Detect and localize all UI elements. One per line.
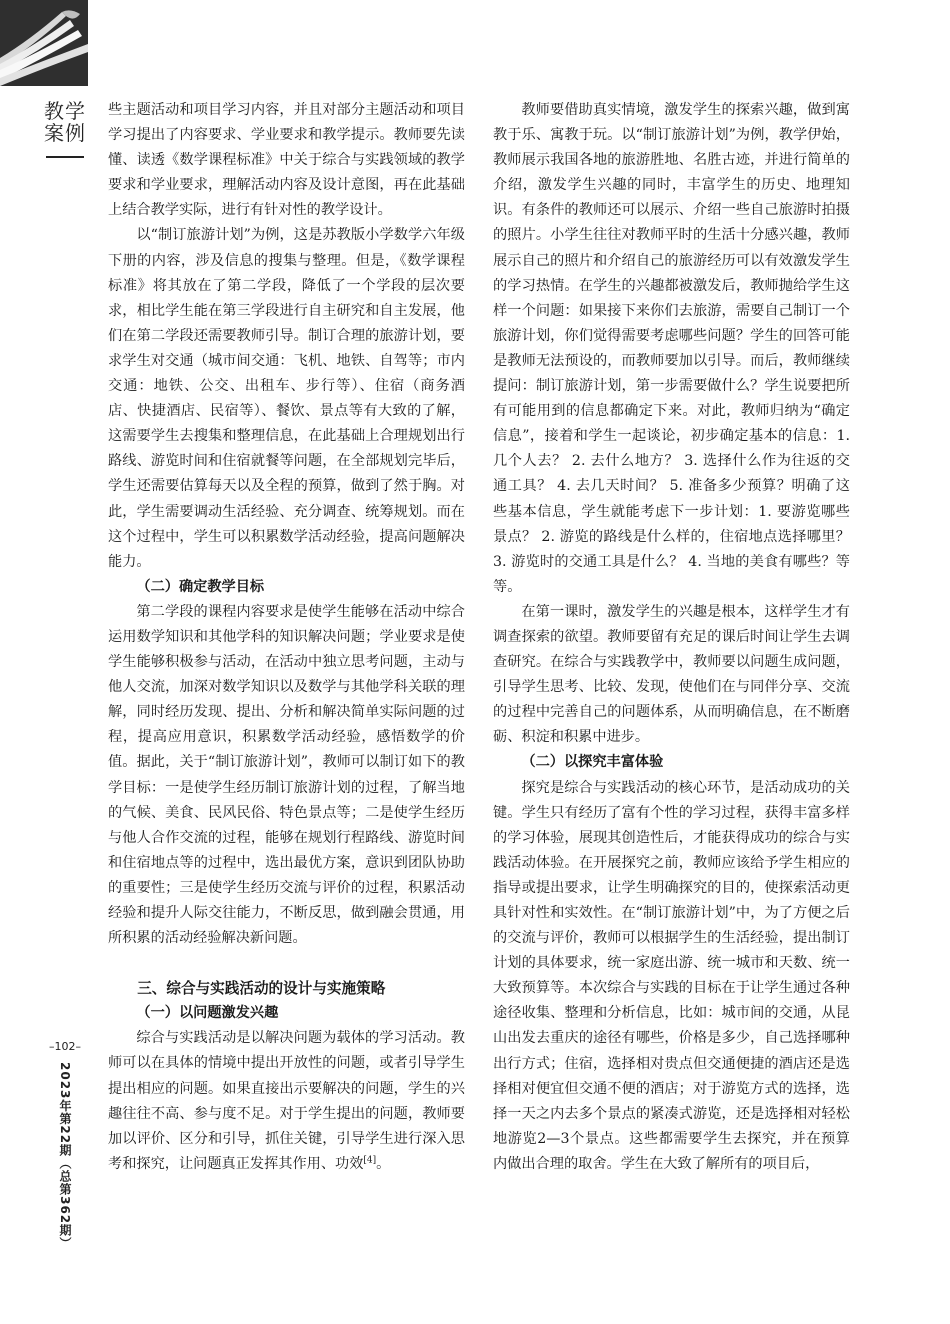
paragraph-end: 。 (376, 1155, 391, 1172)
citation: [4] (363, 1155, 377, 1166)
right-column (493, 98, 850, 1177)
section-label: 教学案例 (44, 99, 86, 145)
paragraph-text: 综合与实践活动是以解决问题为载体的学习活动。教师可以在具体的情境中提出开放性的问题，或者引导学生提出相应的问题。如果直接出示要解决的问题，学生的兴趣往往不高、参与度不足。对于学生提出的问题，教师要加以评价、区分和引导，抓住关键，引导学生进行深入思考和探究，让问题真正发挥其作用、功效 (108, 1030, 465, 1172)
subheading-teaching-goals: （二）确定教学目标 (136, 578, 265, 595)
book-corner-image (0, 0, 88, 86)
paragraph: 第二学段的课程内容要求是使学生能够在活动中综合运用数学知识和其他学科的知识解决问题；学业要求是使学生能够积极参与活动，在活动中独立思考问题，主动与他人交流，加深对数学知识以及数学与其他学科关联的理解，同时经历发现、提出、分析和解决简单实际问题的过程，提高应用意识，积累数学活动经验，感悟数学的价值。据此，关于“制订旅游计划”，教师可以制订如下的教学目标：一是使学生经历制订旅游计划的过程，了解当地的气候、美食、民风民俗、特色景点等；二是使学生经历与他人合作交流的过程，能够在规划行程路线、游览时间和住宿地点等的过程中，选出最优方案，意识到团队协助的重要性；三是使学生经历交流与评价的过程，积累活动经验和提升人际交往能力，不断反思，做到融会贯通，用所积累的活动经验解决新问题。 (108, 603, 465, 947)
issue-info: 2023年第22期（总第362期） (58, 1062, 72, 1251)
open-book-icon (0, 0, 88, 86)
left-column (108, 98, 465, 1177)
section-divider (46, 156, 84, 158)
page-number: –102– (49, 1040, 81, 1053)
section-heading: 三、综合与实践活动的设计与实施策略 (137, 980, 386, 998)
paragraph: 教师要借助真实情境，激发学生的探索兴趣，做到寓教于乐、寓教于玩。以“制订旅游计划”为例，教学伊始，教师展示我国各地的旅游胜地、名胜古迹，并进行简单的介绍，激发学生兴趣的同时，丰富学生的历史、地理知识。有条件的教师还可以展示、介绍一些自己旅游时拍摄的照片。小学生往往对教师平时的生活十分感兴趣，教师展示自己的照片和介绍自己的旅游经历可以有效激发学生的学习热情。在学生的兴趣都被激发后，教师抛给学生这样一个问题：如果接下来你们去旅游，需要自己制订一个旅游计划，你们觉得需要考虑哪些问题？学生的回答可能是教师无法预设的，而教师要加以引导。而后，教师继续提问：制订旅游计划，第一步需要做什么？学生说要把所有可能用到的信息都确定下来。对此，教师归纳为“确定信息”，接着和学生一起谈论，初步确定基本的信息：1. 几个人去？ 2. 去什么地方？ 3. 选择什么作为往返的交通工具？ 4. 去几天时间？ 5. 准备多少预算？明确了这些基本信息，学生就能考虑下一步计划：1. 要游览哪些景点？ 2. 游览的路线是什么样的，住宿地点选择哪里？ 3. 游览时的交通工具是什么？ 4. 当地的美食有哪些？等等。 (493, 102, 850, 595)
subheading-problem-interest: （一）以问题激发兴趣 (136, 1005, 279, 1022)
paragraph: 些主题活动和项目学习内容，并且对部分主题活动和项目学习提出了内容要求、学业要求和教学提示。教师要先读懂、读透《数学课程标准》中关于综合与实践领域的教学要求和学业要求，理解活动内容及设计意图，再在此基础上结合教学实际，进行有针对性的教学设计。 (108, 102, 465, 219)
paragraph: 以“制订旅游计划”为例，这是苏教版小学数学六年级下册的内容，涉及信息的搜集与整理。但是，《数学课程标准》将其放在了第二学段，降低了一个学段的层次要求，相比学生能在第三学段进行自主研究和自主发展，他们在第二学段还需要教师引导。制订合理的旅游计划，要求学生对交通（城市间交通：飞机、地铁、自驾等；市内交通：地铁、公交、出租车、步行等）、住宿（商务酒店、快捷酒店、民宿等）、餐饮、景点等有大致的了解，这需要学生去搜集和整理信息，在此基础上合理规划出行路线、游览时间和住宿就餐等问题，在全部规划完毕后，学生还需要估算每天以及全程的预算，做到了然于胸。对此，学生需要调动生活经验、充分调查、统筹规划。而在这个过程中，学生可以积累数学活动经验，提高问题解决能力。 (108, 227, 465, 570)
paragraph (108, 1026, 465, 1177)
paragraph: 在第一课时，激发学生的兴趣是根本，这样学生才有调查探索的欲望。教师要留有充足的课后时间让学生去调查研究。在综合与实践教学中，教师要以问题生成问题，引导学生思考、比较、发现，使他们在与同伴分享、交流的过程中完善自己的问题体系，从而明确信息，在不断磨砺、积淀和积累中进步。 (493, 603, 850, 746)
paragraph: 探究是综合与实践活动的核心环节，是活动成功的关键。学生只有经历了富有个性的学习过程，获得丰富多样的学习体验，展现其创造性后，才能获得成功的综合与实践活动体验。在开展探究之前，教师应该给予学生相应的指导或提出要求，让学生明确探究的目的，使探索活动更具针对性和实效性。在“制订旅游计划”中，为了方便之后的交流与评价，教师可以根据学生的生活经验，提出制订计划的具体要求，统一家庭出游、统一城市和天数、统一大致预算等。本次综合与实践的目标在于让学生通过各种途径收集、整理和分析信息，比如：城市间的交通，从昆山出发去重庆的途径有哪些，价格是多少，自己选择哪种出行方式；住宿，选择相对贵点但交通便捷的酒店还是选择相对便宜但交通不便的酒店；对于游览方式的选择，选择一天之内去多个景点的紧凑式游览，还是选择相对轻松地游览2—3个景点。这些都需要学生去探究，并在预算内做出合理的取舍。学生在大致了解所有的项目后， (493, 779, 850, 1172)
subheading-explore-experience: （二）以探究丰富体验 (521, 754, 664, 771)
